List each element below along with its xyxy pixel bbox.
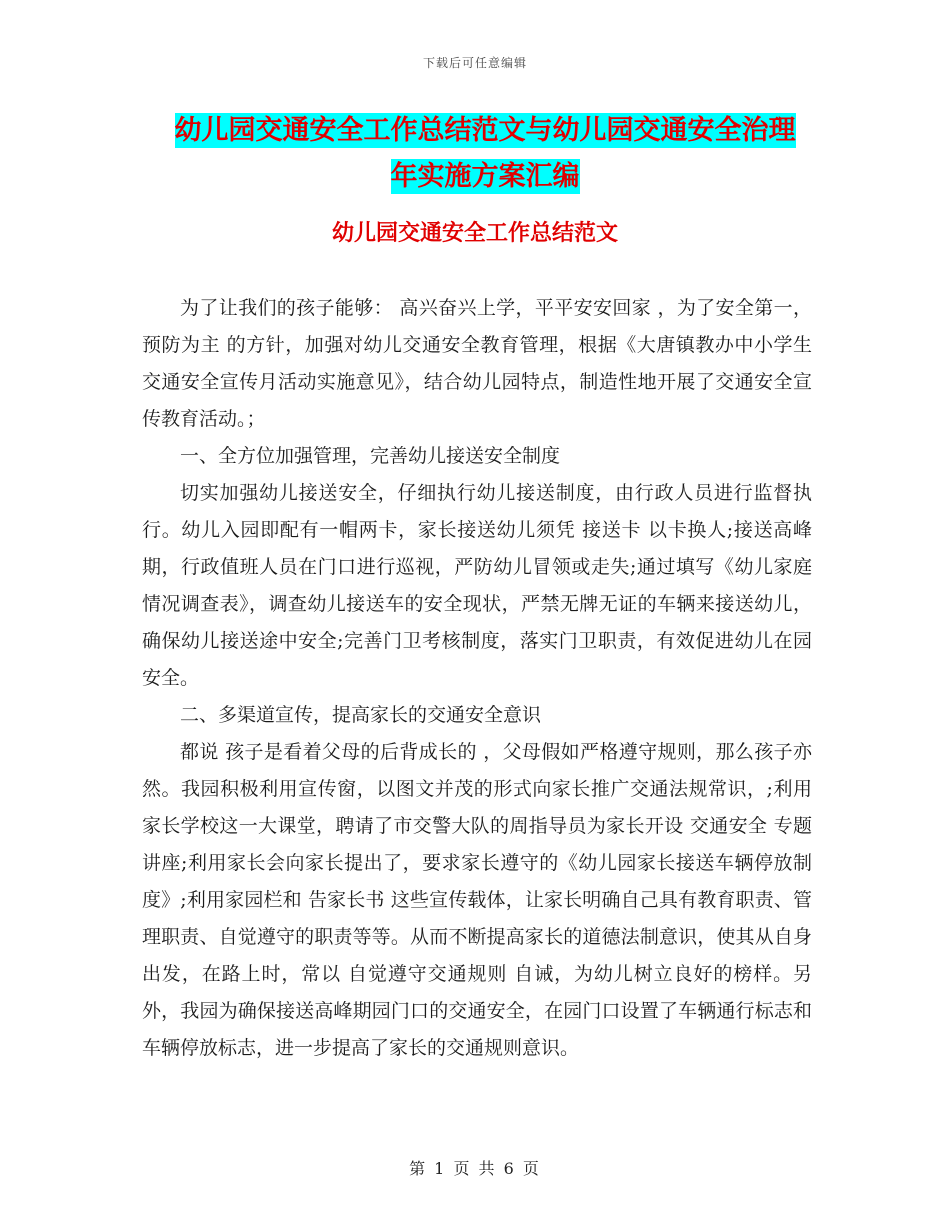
paragraph-part-two: 都说 孩子是看着父母的后背成长的 ，父母假如严格遵守规则，那么孩子亦然。我园积极利用宣传窗，以图文并茂的形式向家长推广交通法规常识，;利用家长学校这一大课堂，聘请了市交警大队的周指导员为家长开设 交通安全 专题讲座;利用家长会向家长提出了，要求家长遵守的《幼儿园家长接送车辆停放制度》;利用家园栏和 告家长书 这些宣传载体，让家长明确自己具有教育职责、管理职责、自觉遵守的职责等等。从而不断提高家长的道德法制意识，使其从自身出发，在路上时，常以 自觉遵守交通规则 自诫，为幼儿树立良好的榜样。另外，我园为确保接送高峰期园门口的交通安全，在园门口设置了车辆通行标志和车辆停放标志，进一步提高了家长的交通规则意识。 bbox=[142, 741, 812, 1059]
document-body bbox=[142, 290, 812, 1067]
document-title-line-1: 幼儿园交通安全工作总结范文与幼儿园交通安全治理 bbox=[174, 115, 796, 146]
document-title bbox=[140, 108, 830, 200]
section-title: 幼儿园交通安全工作总结范文 bbox=[331, 221, 618, 246]
page-number-footer: 第 1 页 共 6 页 bbox=[409, 1159, 541, 1178]
paragraph-part-one: 切实加强幼儿接送安全，仔细执行幼儿接送制度，由行政人员进行监督执行。幼儿入园即配有一帽两卡，家长接送幼儿须凭 接送卡 以卡换人;接送高峰期，行政值班人员在门口进行巡视，严防幼儿冒领或走失;通过填写《幼儿家庭情况调查表》，调查幼儿接送车的安全现状，严禁无牌无证的车辆来接送幼儿，确保幼儿接送途中安全;完善门卫考核制度，落实门卫职责，有效促进幼儿在园安全。 bbox=[142, 482, 812, 689]
heading-part-two: 二、多渠道宣传，提高家长的交通安全意识 bbox=[180, 704, 542, 726]
paragraph-intro: 为了让我们的孩子能够： 高兴奋兴上学，平平安安回家 ，为了安全第一，预防为主 的方针，加强对幼儿交通安全教育管理，根据《大唐镇教办中小学生交通安全宣传月活动实施意见》，结合幼儿园特点，制造性地开展了交通安全宣传教育活动。； bbox=[142, 297, 812, 430]
document-title-line-2: 年实施方案汇编 bbox=[390, 161, 580, 192]
heading-part-one: 一、全方位加强管理，完善幼儿接送安全制度 bbox=[180, 445, 561, 467]
page-header-note: 下载后可任意编辑 bbox=[422, 56, 527, 70]
